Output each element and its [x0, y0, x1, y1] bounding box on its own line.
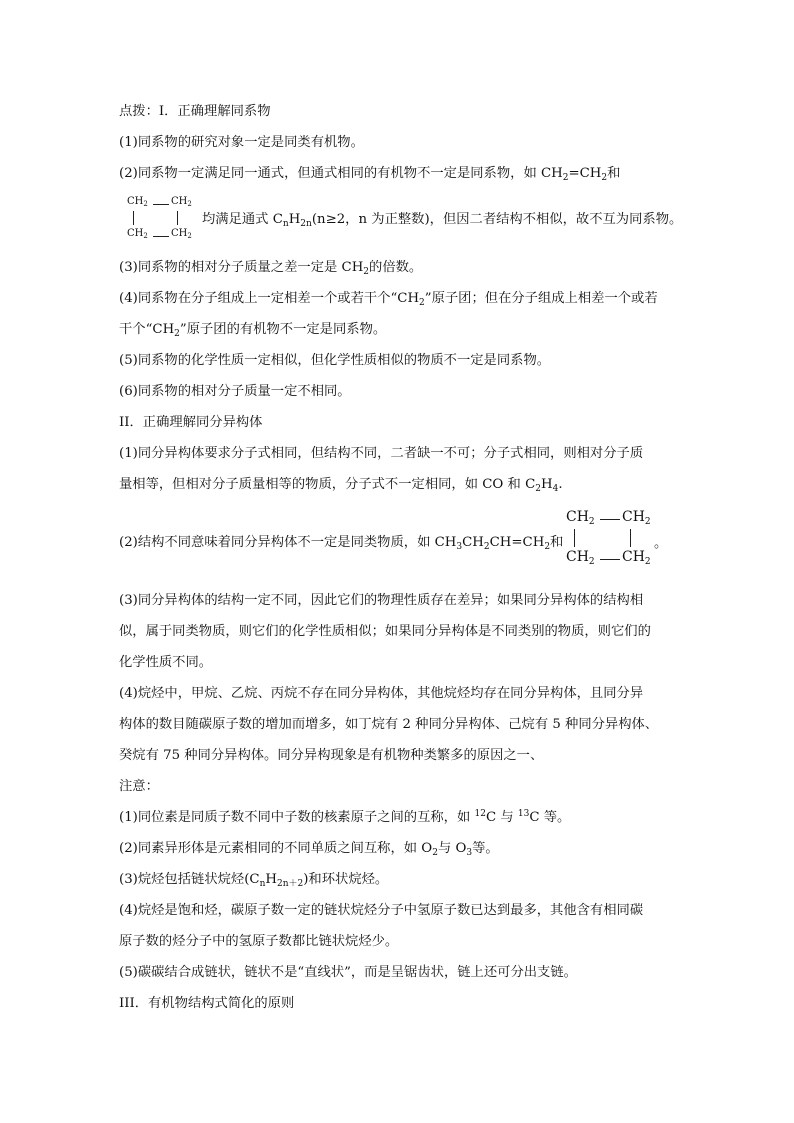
note-label: 注意：	[119, 779, 159, 794]
isomer-paragraph-1-cont: 量相等，但相对分子质量相等的物质，分子式不一定相同，如 CO 和 $C_2H_4$.	[119, 477, 563, 494]
section-3-heading: III．有机物结构式简化的原则	[119, 996, 295, 1011]
note-3: (3)烷烃包括链状烷烃$(C_nH_{2n+2})$和环状烷烃。	[119, 872, 389, 889]
cyclobutane-structure-large: $CH_2$ $CH_2$ $CH_2$ $CH_2$	[566, 509, 651, 567]
isomer-paragraph-3-end: 化学性质不同。	[119, 655, 213, 670]
paragraph-3: (3)同系物的相对分子质量之差一定是 $CH_2$的倍数。	[119, 260, 423, 277]
paragraph-2: (2)同系物一定满足同一通式，但通式相同的有机物不一定是同系物，如 $CH_2=CH_2$和	[119, 166, 621, 183]
isomer-paragraph-1: (1)同分异构体要求分子式相同，但结构不同，二者缺一不可；分子式相同，则相对分子质	[119, 446, 644, 461]
isomer-paragraph-4: (4)烷烃中，甲烷、乙烷、丙烷不存在同分异构体，其他烷烃均存在同分异构体，且同分异	[119, 686, 644, 701]
isomer-paragraph-3: (3)同分异构体的结构一定不同，因此它们的物理性质存在差异；如果同分异构体的结构相	[119, 593, 644, 608]
paragraph-6: (6)同系物的相对分子质量一定不相同。	[119, 384, 351, 399]
paragraph-4: (4)同系物在分子组成上一定相差一个或若干个“$CH_2$”原子团；但在分子组成上相差一个或若	[119, 291, 658, 308]
note-heading: 点拨：I．正确理解同系物	[119, 104, 271, 119]
note-4: (4)烷烃是饱和烃，碳原子数一定的链状烷烃分子中氢原子数已达到最多，其他含有相同碳	[119, 903, 644, 918]
paragraph-1: (1)同系物的研究对象一定是同类有机物。	[119, 135, 364, 150]
paragraph-4-cont: 干个“$CH_2$”原子团的有机物不一定是同系物。	[119, 322, 387, 339]
section-2-heading: II．正确理解同分异构体	[119, 415, 263, 430]
isomer-paragraph-2: (2)结构不同意味着同分异构体不一定是同类物质，如 $CH_3CH_2CH=CH_2$和	[119, 535, 564, 552]
note-1: (1)同位素是同质子数不同中子数的核素原子之间的互称，如 $^{12}$C 与 $^{13}$C 等。	[119, 809, 571, 825]
note-4-cont: 原子数的烃分子中的氢原子数都比链状烷烃少。	[119, 934, 399, 949]
isomer-paragraph-4-end: 癸烷有 75 种同分异构体。同分异构现象是有机物种类繁多的原因之一、	[119, 748, 544, 763]
isomer-paragraph-4-cont: 构体的数目随碳原子数的增加而增多，如丁烷有 2 种同分异构体、己烷有 5 种同分异构体、	[119, 717, 659, 732]
note-5: (5)碳碳结合成链状，链状不是“直线状”，而是呈锯齿状，链上还可分出支链。	[119, 965, 577, 980]
cyclobutane-structure-small: $CH_2$ $CH_2$ $CH_2$ $CH_2$	[127, 196, 192, 240]
paragraph-5: (5)同系物的化学性质一定相似，但化学性质相似的物质不一定是同系物。	[119, 353, 551, 368]
paragraph-2-cont: 均满足通式 $C_nH_{2n}(n\ge 2$，n 为正整数)，但因二者结构不相似，故不互为同系物。	[202, 212, 683, 229]
isomer-paragraph-2-end: 。	[654, 536, 668, 551]
note-2: (2)同素异形体是元素相同的不同单质之间互称，如 $O_2$与 $O_3$等。	[119, 841, 499, 858]
isomer-paragraph-3-cont: 似，属于同类物质，则它们的化学性质相似；如果同分异构体是不同类别的物质，则它们的	[119, 624, 651, 639]
